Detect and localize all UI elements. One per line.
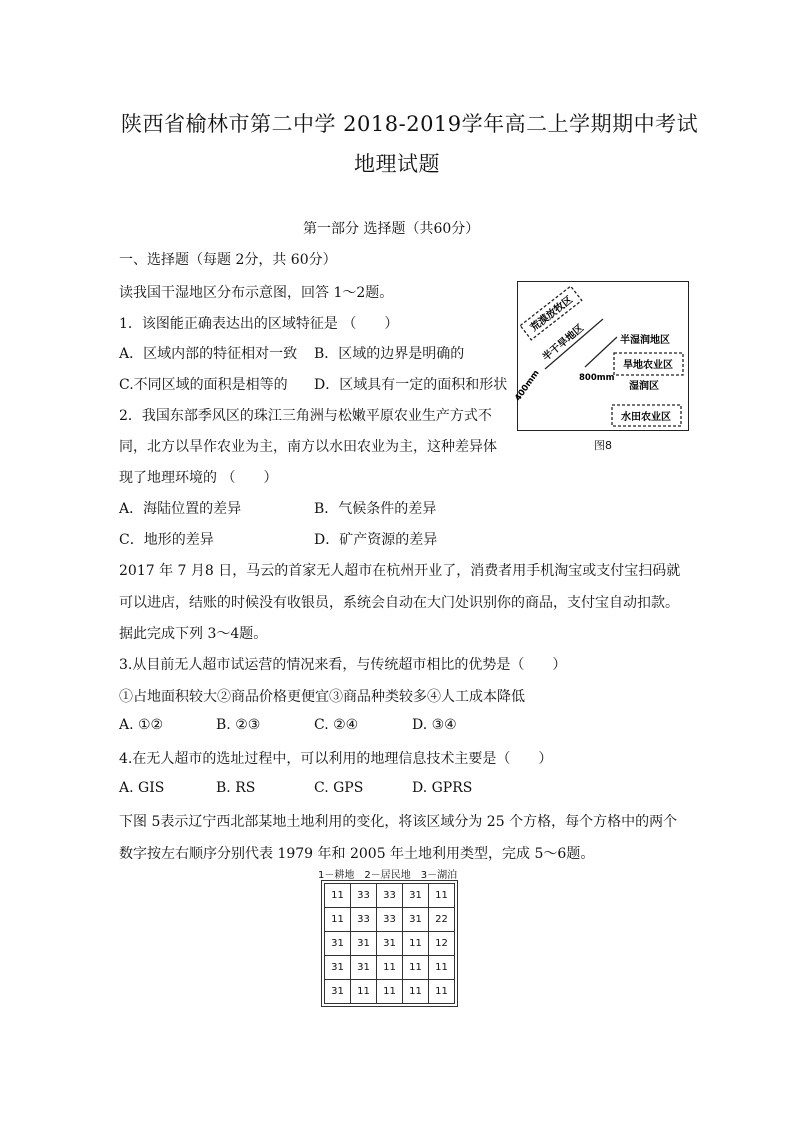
figure-8-dry-wet-regions-map (513, 281, 689, 431)
grid-cell: 11 (325, 884, 351, 908)
q4-stem: 4.在无人超市的选址过程中，可以利用的地理信息技术主要是（ ） (119, 751, 553, 767)
grid-cell: 11 (403, 980, 429, 1004)
q4-option-a: A. GIS (119, 780, 165, 796)
q2-stem-line1: 2．我国东部季风区的珠江三角洲与松嫩平原农业生产方式不 (119, 408, 492, 424)
q3-option-a: A. ①② (119, 717, 164, 733)
group2-intro-line2: 可以进店，结账的时候没有收银员，系统会自动在大门处识别你的商品，支付宝自动扣款。 (119, 595, 679, 611)
figure-8-caption: 图8 (594, 439, 612, 452)
q1-stem: 1．该图能正确表达出的区域特征是 （ ） (119, 316, 399, 332)
q1-option-b: B．区域的边界是明确的 (314, 346, 465, 362)
grid-cell: 11 (429, 980, 455, 1004)
q1-option-c: C.不同区域的面积是相等的 (119, 377, 288, 393)
grid-row (325, 932, 455, 956)
grid-cell: 33 (351, 884, 377, 908)
q4-option-d: D. GPRS (412, 780, 473, 796)
grid-cell: 31 (351, 956, 377, 980)
isohyet-800mm-line (585, 337, 617, 367)
q3-option-c: C. ②④ (314, 717, 359, 733)
grid-cell: 31 (325, 980, 351, 1004)
grid-cell: 11 (377, 980, 403, 1004)
group2-intro-line3: 据此完成下列 3～4题。 (119, 626, 268, 642)
grid-row (325, 956, 455, 980)
grid-cell: 31 (377, 932, 403, 956)
isohyet-800mm-label: 800mm (579, 373, 615, 383)
grid-cell: 11 (403, 956, 429, 980)
q3-statements: ①占地面积较大②商品价格更便宜③商品种类较多④人工成本降低 (119, 689, 525, 705)
group1-intro: 读我国干湿地区分布示意图，回答 1～2题。 (119, 285, 394, 301)
q2-stem-line3: 现了地理环境的 （ ） (119, 470, 278, 486)
group3-intro-line2: 数字按左右顺序分别代表 1979 年和 2005 年土地利用类型，完成 5～6题。 (119, 846, 595, 862)
q4-option-c: C. GPS (314, 780, 364, 796)
isohyet-400mm-label: 400mm (513, 368, 542, 404)
land-use-grid (324, 883, 455, 1004)
grid-cell: 31 (325, 956, 351, 980)
exam-title: 陕西省榆林市第二中学 2018-2019学年高二上学期期中考试 (121, 112, 699, 136)
grid-cell: 31 (351, 932, 377, 956)
humid-label: 湿润区 (629, 381, 659, 392)
q1-option-a: A．区域内部的特征相对一致 (119, 346, 298, 362)
grid-row (325, 980, 455, 1004)
q3-option-d: D. ③④ (412, 717, 457, 733)
dry-farming-zone-label: 旱地农业区 (623, 360, 673, 371)
q3-option-b: B. ②③ (216, 717, 261, 733)
q2-option-b: B．气候条件的差异 (314, 501, 437, 517)
grid-row (325, 908, 455, 932)
part-title: 第一部分 选择题（共60分） (303, 221, 480, 237)
grid-cell: 11 (403, 932, 429, 956)
grid-cell: 11 (429, 884, 455, 908)
grid-cell: 33 (377, 908, 403, 932)
grid-row (325, 884, 455, 908)
q3-stem: 3.从目前无人超市试运营的情况来看，与传统超市相比的优势是（ ） (119, 657, 567, 673)
q1-option-d: D．区域具有一定的面积和形状 (314, 377, 508, 393)
grid-cell: 33 (351, 908, 377, 932)
semi-arid-label: 半干旱地区 (540, 322, 587, 364)
figure-5-legend: 1－耕地 2－居民地 3－湖泊 (318, 870, 458, 881)
q4-option-b: B. RS (216, 780, 256, 796)
grid-cell: 11 (377, 956, 403, 980)
pastoral-zone-label: 荒漠放牧区 (528, 294, 576, 334)
grid-cell: 31 (403, 908, 429, 932)
grid-cell: 12 (429, 932, 455, 956)
group2-intro-line1: 2017 年 7 月8 日，马云的首家无人超市在杭州开业了，消费者用手机淘宝或支付宝扫码就 (119, 563, 681, 579)
group3-intro-line1: 下图 5表示辽宁西北部某地土地利用的变化，将该区域分为 25 个方格，每个方格中的两个 (119, 814, 678, 830)
grid-cell: 11 (351, 980, 377, 1004)
section-heading: 一、选择题（每题 2分，共 60分） (119, 252, 337, 268)
grid-cell: 11 (325, 908, 351, 932)
q2-option-a: A．海陆位置的差异 (119, 501, 242, 517)
grid-cell: 31 (403, 884, 429, 908)
q2-stem-line2: 同，北方以旱作农业为主，南方以水田农业为主，这种差异体 (119, 439, 497, 455)
q2-option-c: C．地形的差异 (119, 532, 214, 548)
q2-option-d: D．矿产资源的差异 (314, 532, 438, 548)
exam-subject: 地理试题 (354, 152, 440, 176)
grid-cell: 33 (377, 884, 403, 908)
grid-cell: 22 (429, 908, 455, 932)
semi-humid-label: 半湿润地区 (620, 335, 670, 346)
grid-cell: 11 (429, 956, 455, 980)
grid-cell: 31 (325, 932, 351, 956)
paddy-zone-label: 水田农业区 (621, 412, 671, 423)
